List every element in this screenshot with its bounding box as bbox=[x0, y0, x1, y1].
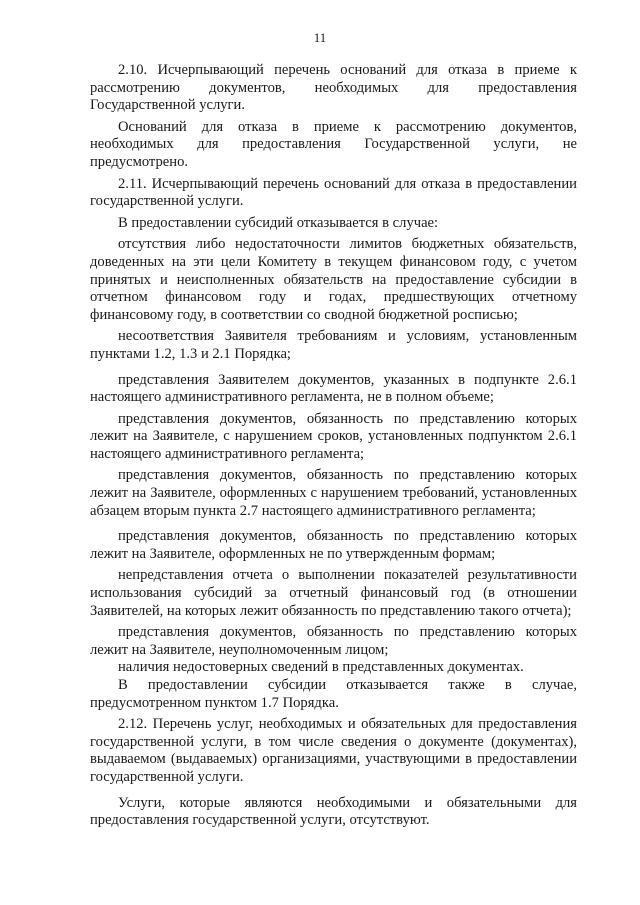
list-item-deadline-violation: представления документов, обязанность по представлению которых лежит на Заявителе, с нарушением сроков, установленных подпунктом 2.6.1 настоящего административного регламента; bbox=[90, 410, 577, 462]
list-item-requirements-violation: представления документов, обязанность по представлению которых лежит на Заявителе, оформленных с нарушением требований, установленных абзацем вторым пункта 2.7 настоящего административного регламента; bbox=[90, 467, 577, 519]
list-item-nonconformity: несоответствия Заявителя требованиям и условиям, установленным пунктами 1.2, 1.3 и 2.1 Порядка; bbox=[90, 328, 577, 362]
section-2-11-heading: 2.11. Исчерпывающий перечень оснований для отказа в предоставлении государственной услуги. bbox=[90, 175, 577, 210]
document-body bbox=[90, 62, 577, 830]
page-number: 11 bbox=[313, 30, 327, 45]
paragraph-also-refused: В предоставлении субсидии отказывается также в случае, предусмотренном пунктом 1.7 Порядка. bbox=[90, 677, 577, 711]
list-item-missing-report: непредставления отчета о выполнении показателей результативности использования субсидий за отчетный финансовый год (в отношении Заявителей, на которых лежит обязанность по представлению такого отчета); bbox=[90, 567, 577, 619]
list-item-unauthorized-person: представления документов, обязанность по представлению которых лежит на Заявителе, неуполномоченным лицом; bbox=[90, 624, 577, 658]
list-item-budget-limits: отсутствия либо недостаточности лимитов бюджетных обязательств, доведенных на эти цели Комитету в текущем финансовом году, с учетом принятых и неисполненных обязательств на предоставление субсидии в отчетном финансовом году и годах, предшествующих отчетному финансовому году, в соответствии со сводной бюджетной росписью; bbox=[90, 236, 577, 323]
list-item-false-information: наличия недостоверных сведений в представленных документах. bbox=[118, 659, 524, 676]
section-2-10-heading: 2.10. Исчерпывающий перечень оснований для отказа в приеме к рассмотрению документов, необходимых для предоставления Государственной услуги. bbox=[90, 62, 577, 114]
section-2-12-heading: 2.12. Перечень услуг, необходимых и обязательных для предоставления государственной услуги, в том числе сведения о документе (документах), выдаваемом (выдаваемых) организациями, участвующими в предоставлении государственной услуги. bbox=[90, 716, 577, 785]
list-item-incomplete-documents: представления Заявителем документов, указанных в подпункте 2.6.1 настоящего административного регламента, не в полном объеме; bbox=[90, 371, 577, 406]
paragraph-no-grounds: Оснований для отказа в приеме к рассмотрению документов, необходимых для предоставления Государственной услуги, не предусмотрено. bbox=[90, 118, 577, 170]
list-item-unapproved-forms: представления документов, обязанность по представлению которых лежит на Заявителе, оформленных не по утвержденным формам; bbox=[90, 528, 577, 562]
paragraph-refusal-intro: В предоставлении субсидий отказывается в случае: bbox=[118, 214, 439, 231]
paragraph-services-absent: Услуги, которые являются необходимыми и обязательными для предоставления государственной услуги, отсутствуют. bbox=[90, 794, 577, 829]
